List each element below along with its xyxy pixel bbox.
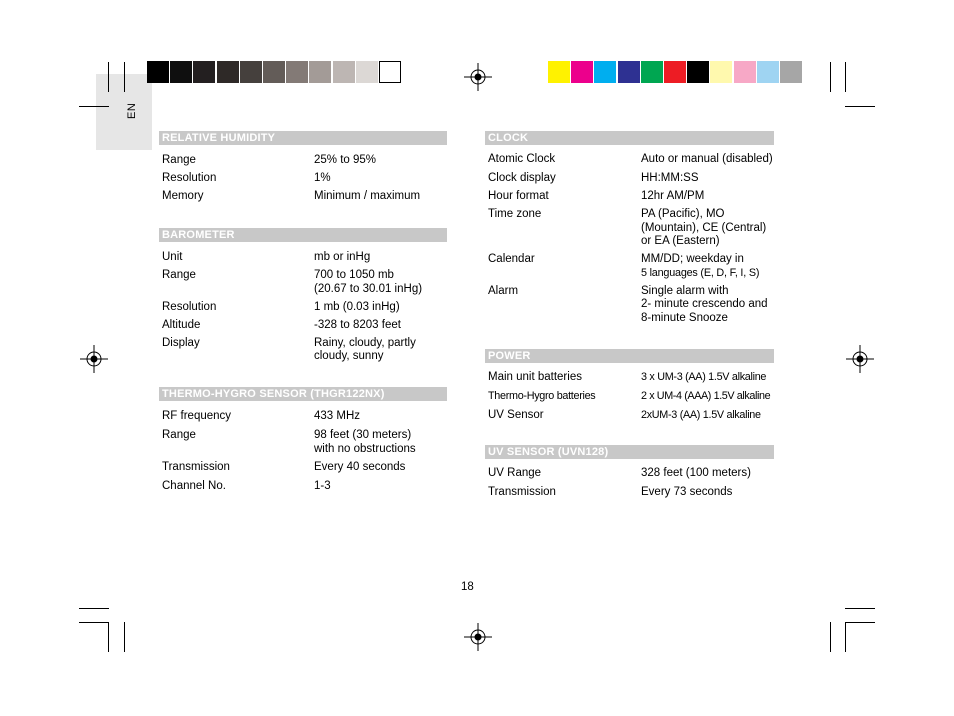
color-swatch (710, 61, 732, 83)
spec-row (159, 172, 447, 186)
spec-value: 1 mb (0.03 inHg) (314, 300, 400, 313)
section-header: POWER (485, 349, 774, 363)
spec-value: Every 73 seconds (641, 486, 733, 498)
spec-value: Minimum / maximum (314, 190, 421, 202)
spec-label: Channel No. (162, 479, 226, 492)
spec-label: Range (162, 269, 196, 281)
spec-value: 2xUM-3 (AA) 1.5V alkaline (641, 408, 761, 421)
spec-value-line: 700 to 1050 mb (314, 269, 394, 281)
grayscale-color-bar (147, 61, 402, 84)
spec-value: -328 to 8203 feet (314, 318, 401, 331)
color-swatch (780, 61, 802, 83)
spec-value: 1-3 (314, 479, 331, 492)
spec-label: Thermo-Hygro batteries (488, 390, 596, 402)
spec-label: Resolution (162, 300, 217, 313)
spec-value: HH:MM:SS (641, 172, 699, 184)
spec-value-line: (20.67 to 30.01 inHg) (314, 282, 423, 295)
section-header: THERMO-HYGRO SENSOR (THGR122NX) (159, 387, 447, 401)
color-swatch (594, 61, 616, 83)
color-swatch (333, 61, 355, 83)
spec-label: Altitude (162, 318, 201, 331)
spec-value: 2 x UM-4 (AAA) 1.5V alkaline (641, 390, 771, 402)
color-swatch (193, 61, 215, 83)
spec-row (485, 172, 774, 186)
spec-label: Unit (162, 251, 183, 263)
spec-value-line: with no obstructions (314, 442, 416, 455)
spec-value-line: MM/DD; weekday in (641, 253, 744, 265)
section-header: RELATIVE HUMIDITY (159, 131, 447, 145)
spec-value-line: 98 feet (30 meters) (314, 429, 412, 441)
spec-label: Transmission (162, 460, 230, 473)
spec-label: Hour format (488, 190, 549, 202)
color-swatch (170, 61, 192, 83)
color-swatch (734, 61, 756, 83)
spec-value-line: 8-minute Snooze (641, 311, 728, 324)
color-swatch (147, 61, 169, 83)
spec-value-line: 2- minute crescendo and (641, 298, 768, 310)
spec-value: 433 MHz (314, 410, 361, 422)
spec-row (159, 429, 447, 456)
spec-value (641, 253, 759, 280)
spec-row (485, 467, 774, 481)
spec-value-line: or EA (Eastern) (641, 235, 720, 247)
spec-value: 25% to 95% (314, 154, 377, 166)
spec-label: Resolution (162, 172, 217, 184)
page-number: 18 (461, 581, 474, 593)
color-swatch (240, 61, 262, 83)
spec-row (159, 269, 447, 296)
registration-mark-icon (80, 345, 108, 373)
spec-row (485, 153, 774, 167)
color-swatch (217, 61, 239, 83)
spec-row (485, 486, 774, 500)
color-swatch (618, 61, 640, 83)
spec-value (314, 269, 422, 296)
spec-label: Clock display (488, 172, 556, 184)
spec-row (485, 390, 774, 404)
spec-row (159, 154, 447, 168)
spec-row (159, 410, 447, 424)
spec-row (485, 409, 774, 423)
spec-row (159, 337, 447, 364)
spec-label: Atomic Clock (488, 153, 556, 165)
spec-label: Range (162, 154, 196, 166)
barometer-section (159, 228, 447, 364)
spec-value-line: 5 languages (E, D, F, I, S) (641, 266, 760, 279)
spec-label: Main unit batteries (488, 371, 582, 383)
spec-value (314, 337, 416, 364)
section-header: UV SENSOR (UVN128) (485, 445, 774, 459)
spec-value: 3 x UM-3 (AA) 1.5V alkaline (641, 371, 767, 383)
spec-label: Alarm (488, 284, 519, 297)
registration-mark-icon (846, 345, 874, 373)
spec-label: RF frequency (162, 410, 232, 422)
process-color-bar (548, 61, 803, 84)
spec-value-line: cloudy, sunny (314, 350, 384, 362)
spec-value (641, 285, 768, 326)
spec-value: Auto or manual (disabled) (641, 153, 773, 165)
spec-row (485, 253, 774, 280)
uv-sensor-section (485, 445, 774, 500)
language-label: EN (126, 102, 138, 119)
power-section (485, 349, 774, 422)
spec-label: Calendar (488, 253, 535, 265)
spec-value-line: (Mountain), CE (Central) (641, 221, 767, 234)
spec-row (485, 371, 774, 385)
spec-row (159, 190, 447, 204)
spec-value-line: PA (Pacific), MO (641, 208, 725, 220)
relative-humidity-section (159, 131, 447, 204)
color-swatch (548, 61, 570, 83)
spec-label: Transmission (488, 486, 556, 498)
spec-row (485, 190, 774, 204)
color-swatch (664, 61, 686, 83)
color-swatch (286, 61, 308, 83)
clock-section (485, 131, 774, 325)
spec-label: Display (162, 336, 200, 349)
spec-value: mb or inHg (314, 251, 371, 263)
spec-value (314, 429, 416, 456)
color-swatch (263, 61, 285, 83)
spec-value (641, 208, 766, 249)
spec-label: Range (162, 429, 196, 441)
color-swatch (757, 61, 779, 83)
color-swatch (687, 61, 709, 83)
color-swatch (571, 61, 593, 83)
spec-value-line: Single alarm with (641, 284, 729, 297)
registration-mark-icon (464, 63, 492, 91)
registration-mark-icon (464, 623, 492, 651)
thermo-hygro-sensor-section (159, 387, 447, 493)
spec-row (159, 301, 447, 315)
spec-row (159, 319, 447, 333)
spec-value-line: Rainy, cloudy, partly (314, 336, 416, 349)
spec-row (159, 251, 447, 265)
color-swatch (641, 61, 663, 83)
spec-value: 1% (314, 172, 331, 184)
spec-row (159, 480, 447, 494)
spec-label: Memory (162, 190, 204, 202)
spec-value: Every 40 seconds (314, 460, 406, 473)
color-swatch (356, 61, 378, 83)
section-header: BAROMETER (159, 228, 447, 242)
color-swatch (379, 61, 401, 83)
spec-row (485, 285, 774, 326)
spec-label: UV Sensor (488, 408, 544, 421)
section-header: CLOCK (485, 131, 774, 145)
spec-label: Time zone (488, 208, 542, 220)
spec-row (485, 208, 774, 249)
color-swatch (309, 61, 331, 83)
spec-value: 12hr AM/PM (641, 190, 705, 202)
spec-row (159, 461, 447, 475)
spec-value: 328 feet (100 meters) (641, 467, 751, 479)
spec-label: UV Range (488, 467, 542, 479)
